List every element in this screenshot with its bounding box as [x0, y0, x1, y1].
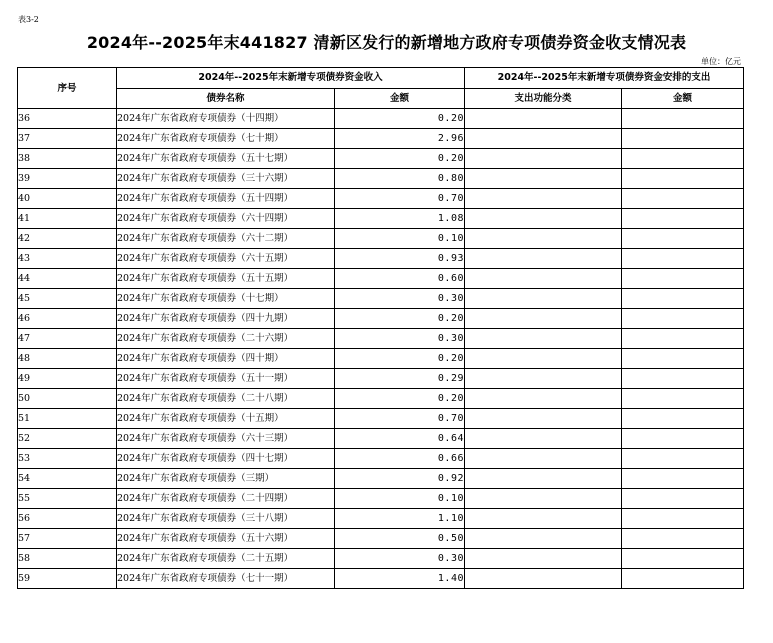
row-function-class: [465, 469, 622, 489]
row-expense-amount: [622, 369, 744, 389]
row-seq: 41: [18, 209, 117, 229]
row-function-class: [465, 569, 622, 589]
table-row: [18, 169, 744, 189]
row-income-amount: 0.10: [335, 489, 465, 509]
page-title: 2024年--2025年末441827 清新区发行的新增地方政府专项债券资金收支情况表: [86, 33, 687, 52]
row-income-amount: 0.64: [335, 429, 465, 449]
table-row: [18, 529, 744, 549]
row-seq: 37: [18, 129, 117, 149]
row-seq: 39: [18, 169, 117, 189]
row-seq: 52: [18, 429, 117, 449]
row-expense-amount: [622, 509, 744, 529]
row-income-amount: 1.10: [335, 509, 465, 529]
row-bond-name: 2024年广东省政府专项债券（十七期）: [117, 289, 335, 309]
row-function-class: [465, 409, 622, 429]
row-seq: 53: [18, 449, 117, 469]
row-expense-amount: [622, 189, 744, 209]
row-income-amount: 0.30: [335, 289, 465, 309]
row-bond-name: 2024年广东省政府专项债券（二十六期）: [117, 329, 335, 349]
row-expense-amount: [622, 529, 744, 549]
row-seq: 43: [18, 249, 117, 269]
row-bond-name: 2024年广东省政府专项债券（六十五期）: [117, 249, 335, 269]
header-row-columns: [18, 88, 744, 109]
sheet-number: 表3-2: [18, 15, 39, 24]
table-row: [18, 189, 744, 209]
row-income-amount: 0.29: [335, 369, 465, 389]
row-function-class: [465, 109, 622, 129]
row-bond-name: 2024年广东省政府专项债券（二十八期）: [117, 389, 335, 409]
row-bond-name: 2024年广东省政府专项债券（三十六期）: [117, 169, 335, 189]
table-row: [18, 369, 744, 389]
row-seq: 42: [18, 229, 117, 249]
header-row-group: [18, 68, 744, 89]
table-row: [18, 209, 744, 229]
row-bond-name: 2024年广东省政府专项债券（四十九期）: [117, 309, 335, 329]
row-income-amount: 0.80: [335, 169, 465, 189]
row-income-amount: 0.70: [335, 189, 465, 209]
unit-label: 单位：亿元: [701, 57, 741, 66]
row-expense-amount: [622, 149, 744, 169]
table-row: [18, 349, 744, 369]
row-expense-amount: [622, 469, 744, 489]
row-bond-name: 2024年广东省政府专项债券（六十三期）: [117, 429, 335, 449]
row-expense-amount: [622, 309, 744, 329]
row-function-class: [465, 169, 622, 189]
row-income-amount: 0.50: [335, 529, 465, 549]
row-income-amount: 0.20: [335, 309, 465, 329]
row-expense-amount: [622, 209, 744, 229]
header-income-amount: 金额: [335, 88, 465, 109]
row-income-amount: 1.40: [335, 569, 465, 589]
row-seq: 45: [18, 289, 117, 309]
bond-table: [17, 67, 744, 589]
row-expense-amount: [622, 109, 744, 129]
row-seq: 47: [18, 329, 117, 349]
row-income-amount: 0.92: [335, 469, 465, 489]
header-expense-group: 2024年--2025年末新增专项债券资金安排的支出: [465, 68, 744, 89]
row-function-class: [465, 349, 622, 369]
table-row: [18, 449, 744, 469]
table-row: [18, 509, 744, 529]
row-expense-amount: [622, 569, 744, 589]
table-row: [18, 289, 744, 309]
row-bond-name: 2024年广东省政府专项债券（七十一期）: [117, 569, 335, 589]
header-expense-amount: 金额: [622, 88, 744, 109]
row-income-amount: 0.30: [335, 329, 465, 349]
row-function-class: [465, 329, 622, 349]
row-function-class: [465, 229, 622, 249]
table-row: [18, 229, 744, 249]
row-income-amount: 0.30: [335, 549, 465, 569]
row-income-amount: 0.20: [335, 349, 465, 369]
row-expense-amount: [622, 349, 744, 369]
row-expense-amount: [622, 329, 744, 349]
row-bond-name: 2024年广东省政府专项债券（五十七期）: [117, 149, 335, 169]
row-expense-amount: [622, 129, 744, 149]
row-function-class: [465, 489, 622, 509]
row-expense-amount: [622, 489, 744, 509]
row-function-class: [465, 249, 622, 269]
row-seq: 49: [18, 369, 117, 389]
table-row: [18, 409, 744, 429]
header-seq: 序号: [18, 68, 117, 109]
row-expense-amount: [622, 429, 744, 449]
row-expense-amount: [622, 389, 744, 409]
row-seq: 57: [18, 529, 117, 549]
row-income-amount: 1.08: [335, 209, 465, 229]
row-function-class: [465, 289, 622, 309]
row-function-class: [465, 449, 622, 469]
table-row: [18, 109, 744, 129]
row-seq: 38: [18, 149, 117, 169]
row-bond-name: 2024年广东省政府专项债券（三期）: [117, 469, 335, 489]
row-function-class: [465, 269, 622, 289]
table-row: [18, 249, 744, 269]
row-bond-name: 2024年广东省政府专项债券（十五期）: [117, 409, 335, 429]
row-expense-amount: [622, 449, 744, 469]
row-income-amount: 0.20: [335, 109, 465, 129]
row-seq: 55: [18, 489, 117, 509]
row-function-class: [465, 369, 622, 389]
row-bond-name: 2024年广东省政府专项债券（二十五期）: [117, 549, 335, 569]
row-income-amount: 0.93: [335, 249, 465, 269]
row-seq: 58: [18, 549, 117, 569]
row-function-class: [465, 529, 622, 549]
row-bond-name: 2024年广东省政府专项债券（五十六期）: [117, 529, 335, 549]
row-expense-amount: [622, 289, 744, 309]
table-row: [18, 269, 744, 289]
row-income-amount: 0.66: [335, 449, 465, 469]
table-row: [18, 489, 744, 509]
row-bond-name: 2024年广东省政府专项债券（四十七期）: [117, 449, 335, 469]
row-bond-name: 2024年广东省政府专项债券（五十一期）: [117, 369, 335, 389]
row-expense-amount: [622, 549, 744, 569]
table-row: [18, 309, 744, 329]
row-expense-amount: [622, 169, 744, 189]
row-bond-name: 2024年广东省政府专项债券（五十五期）: [117, 269, 335, 289]
row-function-class: [465, 209, 622, 229]
row-bond-name: 2024年广东省政府专项债券（十四期）: [117, 109, 335, 129]
table-row: [18, 329, 744, 349]
table-row: [18, 469, 744, 489]
row-income-amount: 0.60: [335, 269, 465, 289]
row-bond-name: 2024年广东省政府专项债券（二十四期）: [117, 489, 335, 509]
row-function-class: [465, 309, 622, 329]
row-seq: 54: [18, 469, 117, 489]
row-income-amount: 0.70: [335, 409, 465, 429]
row-expense-amount: [622, 249, 744, 269]
row-seq: 48: [18, 349, 117, 369]
row-seq: 56: [18, 509, 117, 529]
header-function-class: 支出功能分类: [465, 88, 622, 109]
header-bond-name: 债券名称: [117, 88, 335, 109]
row-bond-name: 2024年广东省政府专项债券（五十四期）: [117, 189, 335, 209]
row-seq: 46: [18, 309, 117, 329]
row-income-amount: 2.96: [335, 129, 465, 149]
header-income-group: 2024年--2025年末新增专项债券资金收入: [117, 68, 465, 89]
row-function-class: [465, 509, 622, 529]
row-function-class: [465, 149, 622, 169]
row-function-class: [465, 549, 622, 569]
row-income-amount: 0.20: [335, 389, 465, 409]
row-bond-name: 2024年广东省政府专项债券（七十期）: [117, 129, 335, 149]
row-expense-amount: [622, 229, 744, 249]
row-income-amount: 0.20: [335, 149, 465, 169]
row-expense-amount: [622, 269, 744, 289]
row-seq: 44: [18, 269, 117, 289]
row-bond-name: 2024年广东省政府专项债券（三十八期）: [117, 509, 335, 529]
row-seq: 50: [18, 389, 117, 409]
table-row: [18, 549, 744, 569]
row-bond-name: 2024年广东省政府专项债券（六十四期）: [117, 209, 335, 229]
table-body: [18, 109, 744, 589]
row-bond-name: 2024年广东省政府专项债券（四十期）: [117, 349, 335, 369]
row-seq: 51: [18, 409, 117, 429]
row-function-class: [465, 129, 622, 149]
row-seq: 40: [18, 189, 117, 209]
row-expense-amount: [622, 409, 744, 429]
table-row: [18, 429, 744, 449]
row-function-class: [465, 429, 622, 449]
row-function-class: [465, 189, 622, 209]
table-row: [18, 149, 744, 169]
table-row: [18, 389, 744, 409]
row-income-amount: 0.10: [335, 229, 465, 249]
row-seq: 59: [18, 569, 117, 589]
row-function-class: [465, 389, 622, 409]
table-row: [18, 569, 744, 589]
table-row: [18, 129, 744, 149]
row-bond-name: 2024年广东省政府专项债券（六十二期）: [117, 229, 335, 249]
row-seq: 36: [18, 109, 117, 129]
